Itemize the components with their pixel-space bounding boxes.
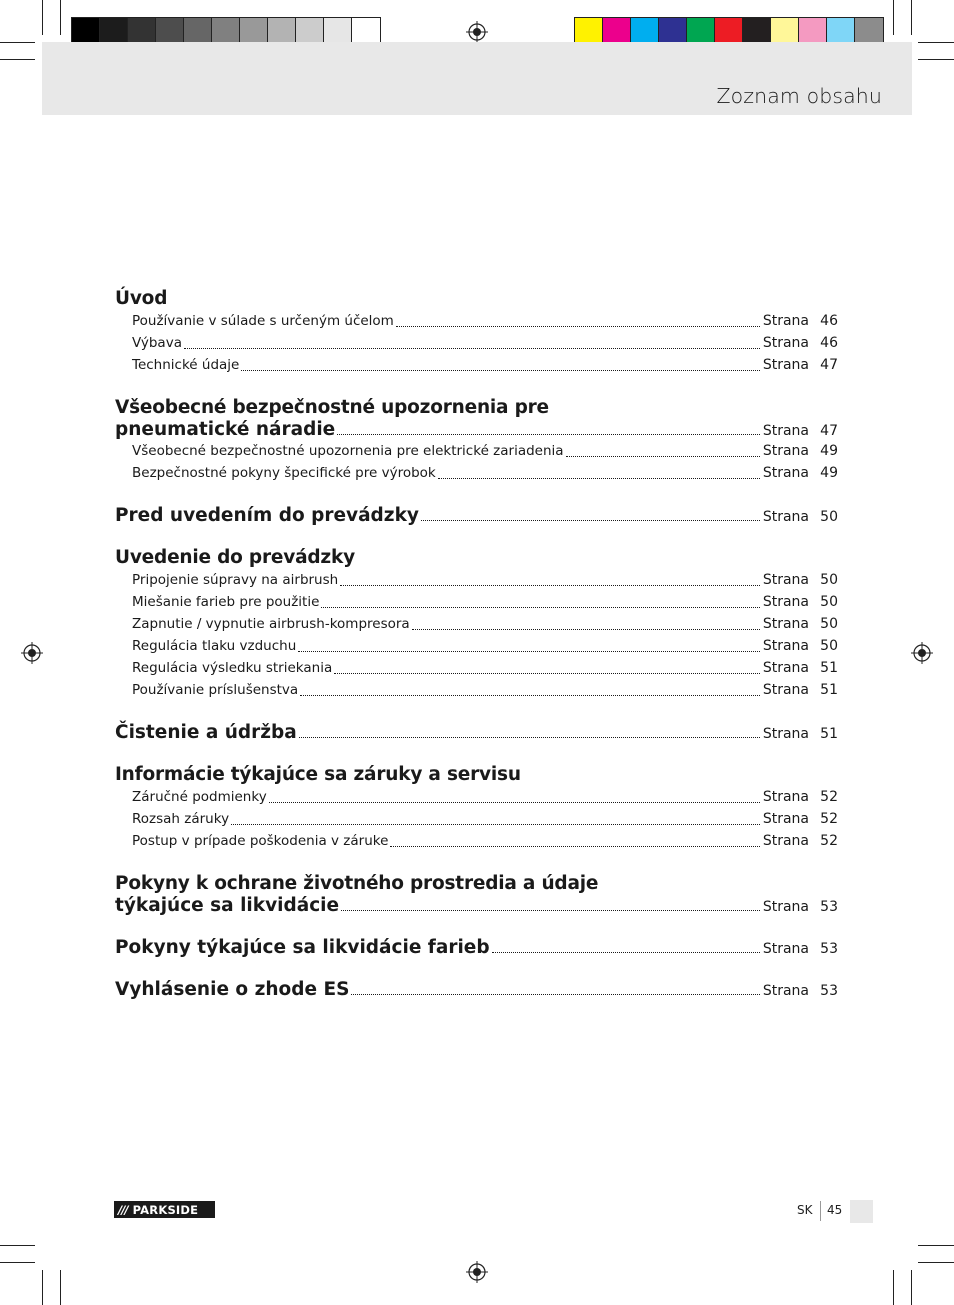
crop-mark xyxy=(0,1262,35,1263)
toc-entry-label: Regulácia tlaku vzduchu xyxy=(132,638,297,654)
dot-leader xyxy=(300,695,760,696)
toc-entry-label: Miešanie farieb pre použitie xyxy=(132,594,320,610)
page-number-ref: 53 xyxy=(820,983,838,999)
toc-entry-label: Zapnutie / vypnutie airbrush-kompresora xyxy=(132,616,410,632)
page-label: Strana xyxy=(762,335,809,351)
crop-mark xyxy=(918,59,954,60)
page-label: Strana xyxy=(762,899,809,915)
crop-mark xyxy=(893,1270,894,1305)
toc-section-line[interactable] xyxy=(115,722,838,743)
page-number-ref: 50 xyxy=(820,616,838,632)
toc-section-line[interactable] xyxy=(115,937,838,958)
crop-mark xyxy=(42,0,43,35)
logo-slashes: /// xyxy=(118,1202,128,1217)
dot-leader xyxy=(438,478,760,479)
page-number-ref: 52 xyxy=(820,789,838,805)
toc-section xyxy=(115,397,838,484)
page-label: Strana xyxy=(762,572,809,588)
toc-section xyxy=(115,937,838,958)
toc-section xyxy=(115,979,838,1000)
page-label: Strana xyxy=(762,660,809,676)
dot-leader xyxy=(421,520,760,521)
dot-leader xyxy=(341,910,760,911)
toc-entry-label: Regulácia výsledku striekania xyxy=(132,660,333,676)
page-number-ref: 52 xyxy=(820,811,838,827)
page-label: Strana xyxy=(762,682,809,698)
crop-mark xyxy=(893,0,894,35)
page-number-ref: 47 xyxy=(820,423,838,439)
page-number-ref: 50 xyxy=(820,638,838,654)
dot-leader xyxy=(492,952,760,953)
page-label: Strana xyxy=(762,443,809,459)
page-label: Strana xyxy=(762,313,809,329)
toc-section-title: Úvod xyxy=(115,288,168,309)
toc-entry-label: Postup v prípade poškodenia v záruke xyxy=(132,833,389,849)
toc-entry-label: Výbava xyxy=(132,335,182,351)
page-number: 45 xyxy=(827,1203,843,1217)
page-label: Strana xyxy=(762,509,809,525)
crop-mark xyxy=(42,1270,43,1305)
crop-mark xyxy=(0,1245,35,1246)
crop-mark xyxy=(60,0,61,35)
crop-mark xyxy=(0,42,35,43)
dot-leader xyxy=(299,737,760,738)
toc-section-line[interactable] xyxy=(115,895,838,916)
toc-entry-label: Používanie v súlade s určeným účelom xyxy=(132,313,394,329)
page-number-ref: 53 xyxy=(820,941,838,957)
page-label: Strana xyxy=(762,789,809,805)
toc-entry[interactable] xyxy=(115,830,838,852)
registration-mark-icon xyxy=(466,1261,488,1283)
page-number-ref: 46 xyxy=(820,335,838,351)
page-label: Strana xyxy=(762,941,809,957)
crop-mark xyxy=(60,1270,61,1305)
toc-section-title: Pokyny týkajúce sa likvidácie farieb xyxy=(115,937,490,958)
dot-leader xyxy=(241,370,759,371)
toc-entry-label: Používanie príslušenstva xyxy=(132,682,299,698)
page-number-ref: 50 xyxy=(820,594,838,610)
page-title: Zoznam obsahu xyxy=(716,84,882,108)
page-label: Strana xyxy=(762,423,809,439)
toc-entry-label: Všeobecné bezpečnostné upozornenia pre elektrické zariadenia xyxy=(132,443,564,459)
toc-entry[interactable] xyxy=(115,569,838,591)
dot-leader xyxy=(340,585,760,586)
page-number-ref: 52 xyxy=(820,833,838,849)
crop-mark xyxy=(918,42,954,43)
page-number-ref: 50 xyxy=(820,572,838,588)
toc-section-line[interactable] xyxy=(115,419,838,440)
page-label: Strana xyxy=(762,811,809,827)
page-number-ref: 47 xyxy=(820,357,838,373)
registration-mark-icon xyxy=(466,21,488,43)
toc-entry-label: Bezpečnostné pokyny špecifické pre výrobok xyxy=(132,465,436,481)
table-of-contents xyxy=(115,288,838,1000)
toc-entry[interactable] xyxy=(115,332,838,354)
toc-section-title: Informácie týkajúce sa záruky a servisu xyxy=(115,764,521,785)
toc-section-title: týkajúce sa likvidácie xyxy=(115,895,340,916)
toc-section xyxy=(115,722,838,743)
toc-entry-label: Technické údaje xyxy=(132,357,240,373)
toc-section-title: Uvedenie do prevádzky xyxy=(115,547,355,568)
page-label: Strana xyxy=(762,616,809,632)
toc-entry[interactable] xyxy=(115,310,838,332)
dot-leader xyxy=(351,994,759,995)
crop-mark xyxy=(0,59,35,60)
toc-section-line[interactable] xyxy=(115,505,838,526)
toc-entry-label: Rozsah záruky xyxy=(132,811,230,827)
toc-entry[interactable] xyxy=(115,808,838,830)
page-number-ref: 51 xyxy=(820,682,838,698)
dot-leader xyxy=(184,348,760,349)
toc-entry[interactable] xyxy=(115,657,838,679)
toc-entry[interactable] xyxy=(115,440,838,462)
language-code: SK xyxy=(797,1203,813,1217)
dot-leader xyxy=(396,326,760,327)
toc-entry-label: Pripojenie súpravy na airbrush xyxy=(132,572,339,588)
dot-leader xyxy=(337,434,760,435)
page-number-ref: 51 xyxy=(820,726,838,742)
toc-entry[interactable] xyxy=(115,462,838,484)
page-label: Strana xyxy=(762,357,809,373)
page-label: Strana xyxy=(762,594,809,610)
page-number-ref: 49 xyxy=(820,443,838,459)
toc-section-title: Čistenie a údržba xyxy=(115,722,297,743)
dot-leader xyxy=(321,607,759,608)
dot-leader xyxy=(566,456,760,457)
dot-leader xyxy=(231,824,760,825)
toc-entry[interactable] xyxy=(115,591,838,613)
registration-mark-icon xyxy=(21,642,43,664)
toc-section xyxy=(115,505,838,526)
crop-mark xyxy=(918,1262,954,1263)
page-label: Strana xyxy=(762,638,809,654)
toc-section-title: pneumatické náradie xyxy=(115,419,336,440)
toc-entry-label: Záručné podmienky xyxy=(132,789,267,805)
page-number-ref: 51 xyxy=(820,660,838,676)
toc-entry[interactable] xyxy=(115,679,838,701)
toc-section-title: Pred uvedením do prevádzky xyxy=(115,505,419,526)
dot-leader xyxy=(390,846,759,847)
page-number-ref: 50 xyxy=(820,509,838,525)
footer-divider xyxy=(820,1201,821,1221)
page-label: Strana xyxy=(762,833,809,849)
toc-entry[interactable] xyxy=(115,635,838,657)
crop-mark xyxy=(918,1245,954,1246)
page-label: Strana xyxy=(762,465,809,481)
toc-section-title: Pokyny k ochrane životného prostredia a údaje xyxy=(115,873,599,894)
registration-mark-icon xyxy=(911,642,933,664)
dot-leader xyxy=(298,651,760,652)
crop-mark xyxy=(911,0,912,35)
page-number-ref: 53 xyxy=(820,899,838,915)
toc-section-title: Vyhlásenie o zhode ES xyxy=(115,979,350,1000)
page-label: Strana xyxy=(762,726,809,742)
toc-entry[interactable] xyxy=(115,786,838,808)
page-number-ref: 46 xyxy=(820,313,838,329)
logo-text: PARKSIDE xyxy=(132,1202,199,1217)
toc-section xyxy=(115,288,838,376)
page-label: Strana xyxy=(762,983,809,999)
parkside-logo xyxy=(114,1201,215,1218)
dot-leader xyxy=(412,629,760,630)
toc-section-title: Všeobecné bezpečnostné upozornenia pre xyxy=(115,397,549,418)
toc-entry[interactable] xyxy=(115,354,838,376)
toc-section xyxy=(115,873,838,916)
toc-entry[interactable] xyxy=(115,613,838,635)
footer-tab xyxy=(850,1200,873,1223)
dot-leader xyxy=(334,673,760,674)
page-number-ref: 49 xyxy=(820,465,838,481)
toc-section xyxy=(115,547,838,701)
crop-mark xyxy=(911,1270,912,1305)
toc-section xyxy=(115,764,838,852)
dot-leader xyxy=(269,802,760,803)
toc-section-line[interactable] xyxy=(115,979,838,1000)
